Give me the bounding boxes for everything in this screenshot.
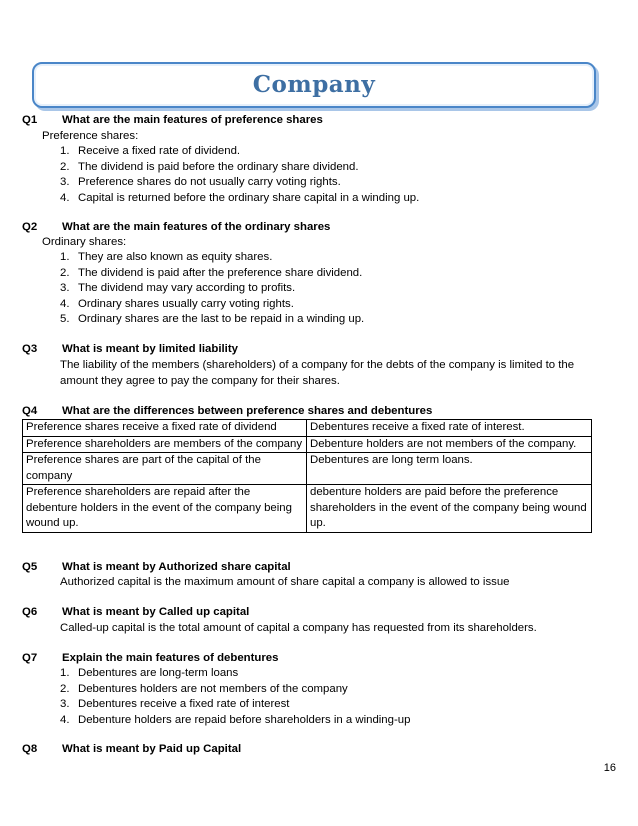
table-row <box>23 436 592 453</box>
table-cell: Debentures are long term loans. <box>307 453 592 485</box>
q3-answer: The liability of the members (shareholders) of a company for the debts of the company is limited to the amount they agree to pay the company for their shares. <box>60 359 575 387</box>
q7-list <box>60 666 411 728</box>
question-text: What is meant by Paid up Capital <box>62 743 242 755</box>
list-item: 3. Debentures receive a fixed rate of interest <box>60 698 290 710</box>
question-number: Q4 <box>22 405 38 417</box>
table-row <box>23 485 592 533</box>
list-item: 2. The dividend is paid after the preference share dividend. <box>60 266 363 279</box>
list-item: 1. Debentures are long-term loans <box>60 667 239 679</box>
question-number: Q7 <box>22 652 38 664</box>
q2-subheading: Ordinary shares: <box>42 236 127 248</box>
q5-answer: Authorized capital is the maximum amount of share capital a company is allowed to issue <box>60 576 510 588</box>
table-cell: Debentures receive a fixed rate of interest. <box>307 420 592 437</box>
list-item: 1. They are also known as equity shares. <box>60 251 273 263</box>
list-item: 3. The dividend may vary according to profits. <box>60 282 296 294</box>
list-item: 4. Debenture holders are repaid before shareholders in a winding-up <box>60 713 411 726</box>
question-text: What is meant by Authorized share capital <box>62 561 291 573</box>
table-cell: debenture holders are paid before the preference shareholders in the event of the company being wound up. <box>307 485 592 533</box>
question-text: What is meant by limited liability <box>62 343 238 355</box>
list-item: 1. Receive a fixed rate of dividend. <box>60 145 241 157</box>
question-number: Q8 <box>22 743 38 755</box>
list-item: 4. Capital is returned before the ordinary share capital in a winding up. <box>60 191 420 204</box>
question-number: Q3 <box>22 343 38 355</box>
q2-list <box>60 250 365 328</box>
table-cell: Debenture holders are not members of the company. <box>307 436 592 453</box>
table-cell: Preference shareholders are members of the company <box>23 436 307 453</box>
list-item: 2. Debentures holders are not members of the company <box>60 682 348 695</box>
list-item: 3. Preference shares do not usually carry voting rights. <box>60 176 341 188</box>
question-number: Q6 <box>22 606 38 618</box>
table-row <box>23 453 592 485</box>
title-banner <box>32 62 596 108</box>
question-number: Q1 <box>22 114 38 126</box>
table-cell: Preference shares receive a fixed rate of dividend <box>23 420 307 437</box>
page-number: 16 <box>603 762 616 774</box>
list-item: 2. The dividend is paid before the ordinary share dividend. <box>60 160 359 173</box>
q1-subheading: Preference shares: <box>42 130 139 142</box>
question-number: Q2 <box>22 221 38 233</box>
list-item: 5. Ordinary shares are the last to be repaid in a winding up. <box>60 313 365 325</box>
page-title: Company <box>252 71 376 98</box>
question-text: What are the main features of the ordinary shares <box>62 221 331 233</box>
differences-table <box>22 419 592 533</box>
table-row <box>23 420 592 437</box>
question-text: Explain the main features of debentures <box>62 652 279 664</box>
question-text: What is meant by Called up capital <box>62 606 250 618</box>
list-item: 4. Ordinary shares usually carry voting rights. <box>60 297 294 310</box>
table-cell: Preference shares are part of the capital of the company <box>23 453 307 485</box>
question-text: What are the differences between preference shares and debentures <box>62 405 433 417</box>
question-number: Q5 <box>22 561 38 573</box>
table-cell: Preference shareholders are repaid after the debenture holders in the event of the company being wound up. <box>23 485 307 533</box>
q6-answer: Called-up capital is the total amount of capital a company has requested from its shareholders. <box>60 622 537 634</box>
q1-list <box>60 144 420 206</box>
question-text: What are the main features of preference shares <box>62 114 323 126</box>
